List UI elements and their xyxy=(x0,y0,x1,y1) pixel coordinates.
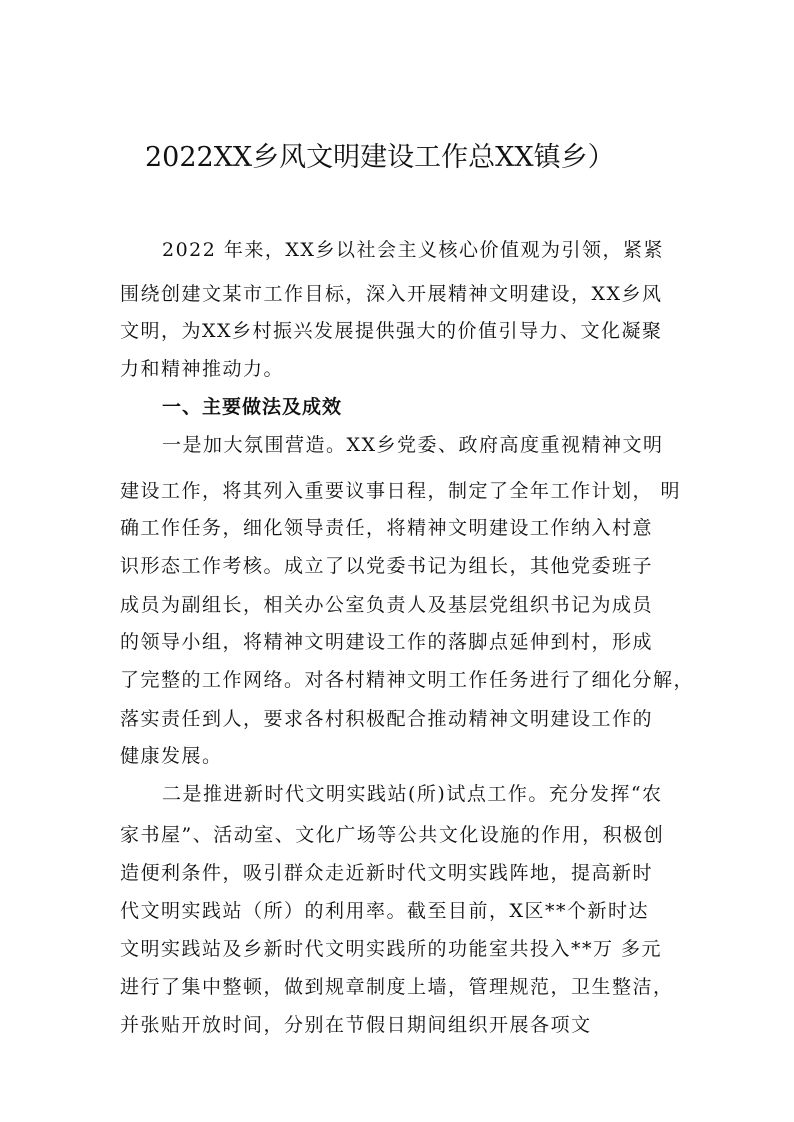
para2-line-5: 文明实践站及乡新时代文明实践所的功能室共投入**万 多元 xyxy=(120,938,663,960)
para2-line-7: 并张贴开放时间，分别在节假日期间组织开展各项文 xyxy=(120,1014,592,1036)
para1-line-9: 健康发展。 xyxy=(120,745,223,767)
para2-line-2: 家书屋”、活动室、文化广场等公共文化设施的作用，积极创 xyxy=(120,824,665,846)
para1-line-6: 的领导小组，将精神文明建设工作的落脚点延伸到村，形成 xyxy=(120,631,654,653)
intro-line-2: 围绕创建文某市工作目标，深入开展精神文明建设，XX乡风 xyxy=(120,283,663,305)
para1-line-5: 成员为副组长，相关办公室负责人及基层党组织书记为成员 xyxy=(120,594,654,616)
para2-line-3: 造便利条件，吸引群众走近新时代文明实践阵地，提高新时 xyxy=(120,862,654,884)
para1-line-8: 落实责任到人，要求各村积极配合推动精神文明建设工作的 xyxy=(120,708,654,730)
document-title: 2022XX乡风文明建设工作总XX镇乡） xyxy=(145,142,615,173)
intro-line-3: 文明，为XX乡村振兴发展提供强大的价值引导力、文化凝聚 xyxy=(120,320,663,342)
intro-line-1: 2022 年来，XX乡以社会主义核心价值观为引领，紧紧 xyxy=(162,239,664,261)
para1-line-2: 建设工作，将其列入重要议事日程，制定了全年工作计划， 明 xyxy=(120,480,682,502)
para2-line-6: 进行了集中整顿，做到规章制度上墙，管理规范，卫生整洁， xyxy=(120,976,674,998)
para1-line-4: 识形态工作考核。成立了以党委书记为组长，其他党委班子 xyxy=(120,555,654,577)
intro-line-4: 力和精神推动力。 xyxy=(120,358,285,380)
section-heading: 一、主要做法及成效 xyxy=(162,396,343,418)
para2-line-1: 二是推进新时代文明实践站(所)试点工作。充分发挥“农 xyxy=(162,783,663,805)
para1-line-1: 一是加大氛围营造。XX乡党委、政府高度重视精神文明 xyxy=(162,434,664,456)
para2-line-4: 代文明实践站（所）的利用率。截至目前，X区**个新时达 xyxy=(120,900,650,922)
para1-line-3: 确工作任务，细化领导责任，将精神文明建设工作纳入村意 xyxy=(120,517,654,539)
para1-line-7: 了完整的工作网络。对各村精神文明工作任务进行了细化分解， xyxy=(120,669,695,691)
